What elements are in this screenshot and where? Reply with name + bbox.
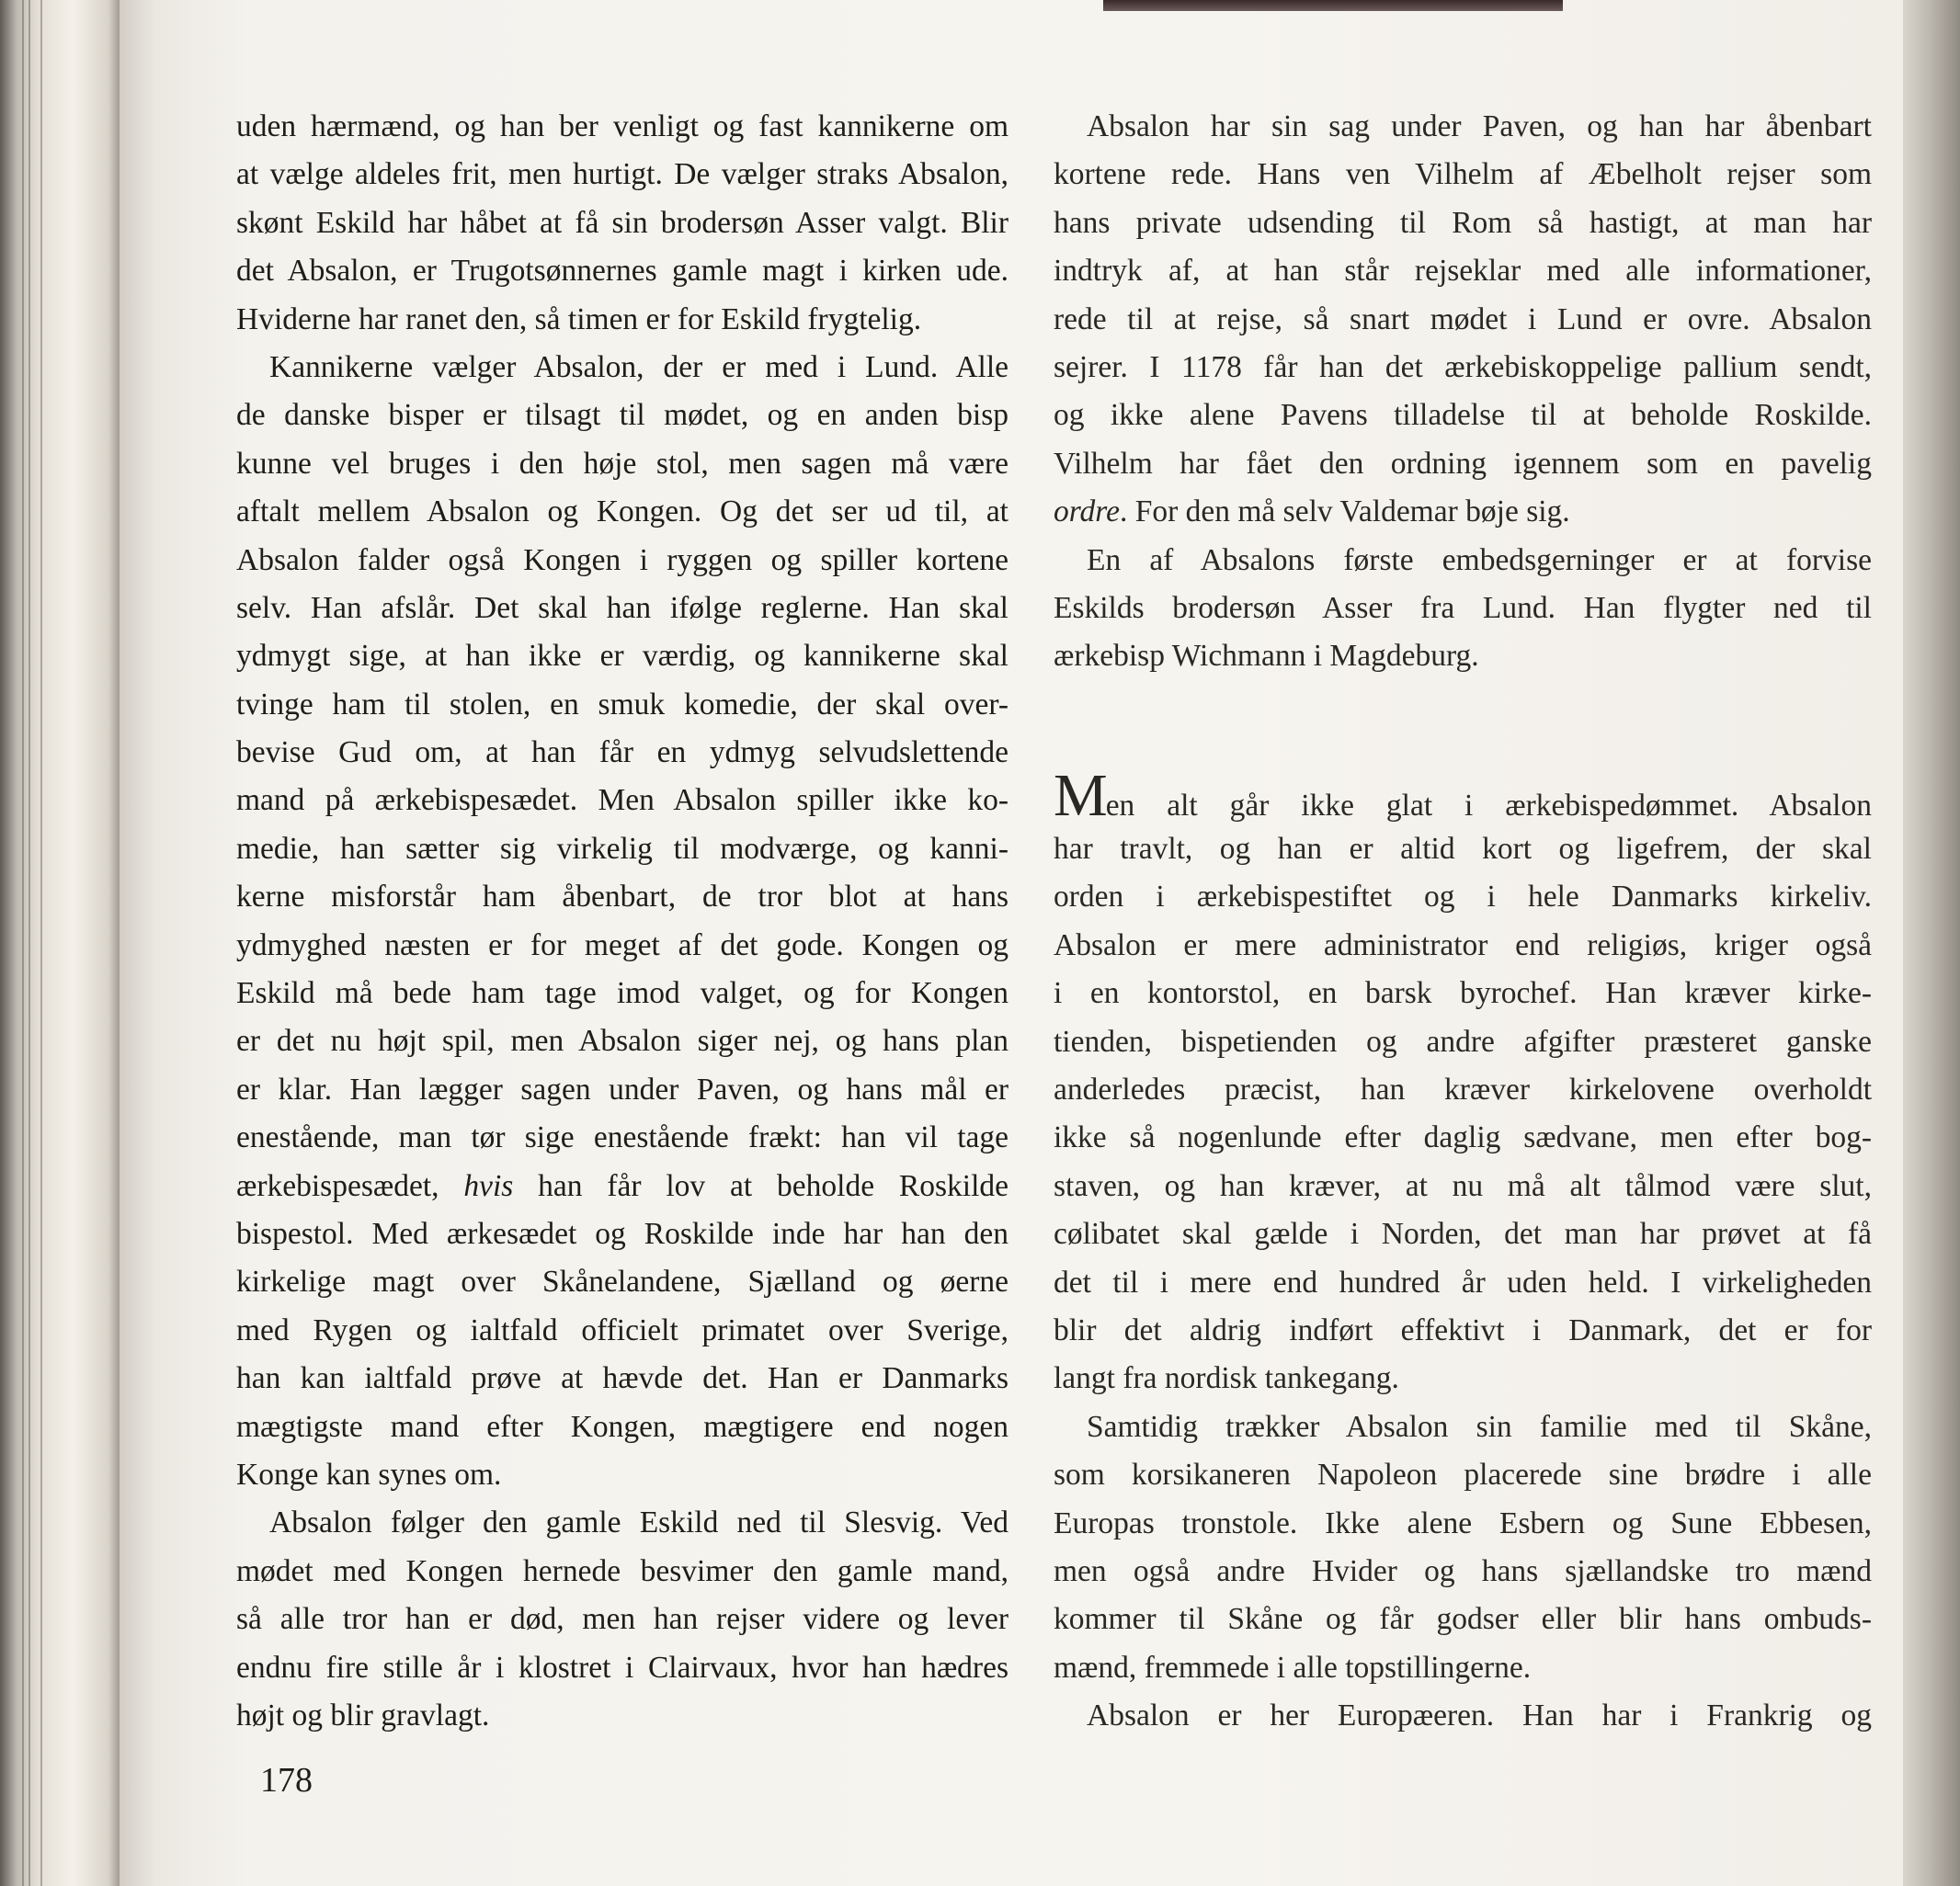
text-segment: bevise Gud om, at han får en ydmyg selvudslettende	[236, 735, 1008, 770]
text-segment: ærkebispesædet,	[236, 1168, 464, 1203]
text-segment: og ikke alene Pavens tilladelse til at beholde Roskilde.	[1054, 398, 1872, 433]
text-line	[1054, 585, 1872, 632]
text-segment: Absalon er mere administrator end religiøs, kriger også	[1054, 927, 1872, 962]
text-line	[236, 537, 1008, 585]
text-line	[236, 392, 1008, 439]
text-segment: en alt går ikke glat i ærkebispedømmet. Absalon	[1105, 788, 1872, 823]
text-segment: det Absalon, er Trugotsønnernes gamle magt i kirken ude.	[236, 254, 1008, 289]
text-line	[236, 970, 1008, 1017]
text-line	[236, 1644, 1008, 1692]
section-break	[1054, 681, 1872, 778]
text-segment: Samtidig trækker Absalon sin familie med til Skåne,	[1087, 1409, 1872, 1444]
text-line	[236, 1258, 1008, 1306]
text-line	[1054, 1403, 1872, 1451]
text-segment: anderledes præcist, han kræver kirkelovene overholdt	[1054, 1073, 1872, 1108]
text-segment: Europas tronstole. Ikke alene Esbern og Sune Ebbesen,	[1054, 1505, 1872, 1540]
text-segment: så alle tror han er død, men han rejser videre og lever	[236, 1602, 1008, 1637]
text-line	[236, 1355, 1008, 1403]
text-segment: kortene rede. Hans ven Vilhelm af Æbelholt rejser som	[1054, 157, 1872, 192]
text-segment: men også andre Hvider og hans sjællandske tro mænd	[1054, 1553, 1872, 1588]
text-segment: det til i mere end hundred år uden held. I virkeligheden	[1054, 1265, 1872, 1300]
text-line	[1054, 1355, 1872, 1403]
text-line	[1054, 1114, 1872, 1162]
text-segment: mødet med Kongen hernede besvimer den gamle mand,	[236, 1553, 1008, 1588]
text-line	[1054, 296, 1872, 344]
italic-word: hvis	[463, 1168, 514, 1203]
text-segment: Kannikerne vælger Absalon, der er med i Lund. Alle	[269, 349, 1008, 384]
page-number: 178	[260, 1761, 313, 1800]
text-line	[1054, 761, 1872, 829]
text-line	[236, 825, 1008, 873]
text-line	[1054, 632, 1872, 680]
text-line	[1054, 392, 1872, 439]
text-segment: Absalon er her Europæeren. Han har i Frankrig og	[1087, 1699, 1872, 1733]
text-line	[236, 1066, 1008, 1114]
text-segment: er klar. Han lægger sagen under Paven, og hans mål er	[236, 1072, 1008, 1107]
text-segment: Eskild må bede ham tage imod valget, og for Kongen	[236, 976, 1008, 1011]
text-segment: indtryk af, at han står rejseklar med alle informationer,	[1054, 254, 1872, 289]
text-segment: blir det aldrig indført effektivt i Danmark, det er for	[1054, 1312, 1872, 1347]
text-segment: at vælge aldeles frit, men hurtigt. De vælger straks Absalon,	[236, 157, 1008, 192]
text-line	[236, 199, 1008, 247]
text-segment: mægtigste mand efter Kongen, mægtigere end nogen	[236, 1409, 1008, 1444]
text-line	[1054, 199, 1872, 247]
text-segment: ikke så nogenlunde efter daglig sædvane, men efter bog-	[1054, 1120, 1872, 1155]
text-segment: kirkelige magt over Skånelandene, Sjælland og øerne	[236, 1265, 1008, 1300]
text-segment: skønt Eskild har håbet at få sin brodersøn Asser valgt. Blir	[236, 205, 1008, 240]
text-line	[236, 296, 1008, 344]
text-segment: aftalt mellem Absalon og Kongen. Og det ser ud til, at	[236, 494, 1008, 529]
text-segment: medie, han sætter sig virkelig til modværge, og kanni-	[236, 831, 1008, 866]
text-segment: bispestol. Med ærkesædet og Roskilde inde har han den	[236, 1216, 1008, 1251]
text-segment: enestående, man tør sige enestående frækt: han vil tage	[236, 1120, 1008, 1155]
drop-cap: M	[1054, 761, 1106, 829]
text-line	[1054, 1692, 1872, 1740]
text-line	[1054, 1163, 1872, 1210]
text-line	[236, 1114, 1008, 1162]
text-segment: hans private udsending til Rom så hastigt, at man har	[1054, 205, 1872, 240]
text-line	[236, 344, 1008, 392]
text-line	[1054, 970, 1872, 1017]
text-segment: langt fra nordisk tankegang.	[1054, 1361, 1399, 1396]
text-line	[236, 1596, 1008, 1643]
text-segment: rede til at rejse, så snart mødet i Lund er ovre. Absalon	[1054, 301, 1872, 336]
text-line	[1054, 1307, 1872, 1355]
text-line	[236, 873, 1008, 921]
text-segment: cølibatet skal gælde i Norden, det man har prøvet at få	[1054, 1217, 1872, 1252]
text-line	[236, 1403, 1008, 1451]
text-line	[236, 1017, 1008, 1065]
text-line	[236, 440, 1008, 488]
text-line	[236, 247, 1008, 295]
text-line	[236, 103, 1008, 151]
text-column-right	[1054, 103, 1872, 1741]
text-line	[1054, 440, 1872, 488]
text-segment: . For den må selv Valdemar bøje sig.	[1119, 494, 1570, 529]
text-segment: selv. Han afslår. Det skal han ifølge reglerne. Han skal	[236, 590, 1008, 625]
text-line	[1054, 1066, 1872, 1114]
text-line	[1054, 873, 1872, 921]
text-segment: ydmyghed næsten er for meget af det gode. Kongen og	[236, 927, 1008, 962]
text-line	[1054, 488, 1872, 536]
text-segment: i en kontorstol, en barsk byrochef. Han kræver kirke-	[1054, 976, 1872, 1011]
text-line	[1054, 344, 1872, 392]
text-line	[1054, 1548, 1872, 1596]
text-column-left	[236, 103, 1008, 1740]
text-segment: uden hærmænd, og han ber venligt og fast kannikerne om	[236, 109, 1008, 143]
text-line	[236, 1499, 1008, 1547]
book-gutter-left	[0, 0, 120, 1886]
text-segment: ærkebisp Wichmann i Magdeburg.	[1054, 639, 1479, 674]
text-segment: de danske bisper er tilsagt til mødet, og en anden bisp	[236, 398, 1008, 433]
text-line	[1054, 922, 1872, 970]
text-segment: kunne vel bruges i den høje stol, men sagen må være	[236, 446, 1008, 481]
text-segment: Hviderne har ranet den, så timen er for Eskild frygtelig.	[236, 301, 922, 336]
text-segment: med Rygen og ialtfald officielt primatet over Sverige,	[236, 1312, 1008, 1347]
text-line	[236, 585, 1008, 632]
text-segment: En af Absalons første embedsgerninger er at forvise	[1087, 542, 1872, 577]
text-line	[1054, 151, 1872, 199]
text-line	[1054, 537, 1872, 585]
text-line	[236, 488, 1008, 536]
text-segment: sejrer. I 1178 får han det ærkebiskoppelige pallium sendt,	[1054, 349, 1872, 384]
text-segment: er det nu højt spil, men Absalon siger nej, og hans plan	[236, 1024, 1008, 1059]
text-line	[1054, 1596, 1872, 1643]
text-segment: staven, og han kræver, at nu må alt tålmod være slut,	[1054, 1168, 1872, 1203]
text-line	[236, 632, 1008, 680]
text-line	[236, 681, 1008, 729]
text-line	[236, 1210, 1008, 1258]
text-segment: kerne misforstår ham åbenbart, de tror blot at hans	[236, 880, 1008, 915]
text-segment: Eskilds brodersøn Asser fra Lund. Han flygter ned til	[1054, 590, 1872, 625]
text-segment: som korsikaneren Napoleon placerede sine brødre i alle	[1054, 1458, 1872, 1493]
text-segment: han kan ialtfald prøve at hævde det. Han er Danmarks	[236, 1361, 1008, 1396]
text-segment: ydmygt sige, at han ikke er værdig, og kannikerne skal	[236, 639, 1008, 674]
text-line	[236, 729, 1008, 777]
text-segment: Vilhelm har fået den ordning igennem som en pavelig	[1054, 446, 1872, 481]
book-edge-right	[1903, 0, 1960, 1886]
text-line	[236, 1548, 1008, 1596]
text-line	[236, 151, 1008, 199]
text-line	[1054, 1210, 1872, 1258]
text-line	[1054, 247, 1872, 295]
text-segment: han får lov at beholde Roskilde	[513, 1168, 1009, 1203]
text-segment: mænd, fremmede i alle topstillingerne.	[1054, 1650, 1532, 1685]
text-line	[1054, 825, 1872, 873]
text-line	[1054, 103, 1872, 151]
text-line	[1054, 1451, 1872, 1499]
text-line	[236, 922, 1008, 970]
text-line	[236, 777, 1008, 824]
text-segment: kommer til Skåne og får godser eller blir hans ombuds-	[1054, 1602, 1872, 1637]
text-line	[236, 1163, 1008, 1210]
text-segment: højt og blir gravlagt.	[236, 1698, 490, 1733]
text-line	[1054, 1644, 1872, 1692]
text-segment: Konge kan synes om.	[236, 1457, 502, 1492]
top-edge-band	[1103, 0, 1563, 11]
text-line	[1054, 1259, 1872, 1307]
text-segment: Absalon har sin sag under Paven, og han har åbenbart	[1087, 109, 1872, 143]
text-segment: har travlt, og han er altid kort og ligefrem, der skal	[1054, 832, 1872, 867]
text-line	[236, 1451, 1008, 1499]
text-segment: mand på ærkebispesædet. Men Absalon spiller ikke ko-	[236, 783, 1008, 818]
text-line	[1054, 1500, 1872, 1548]
text-line	[236, 1307, 1008, 1355]
text-segment: Absalon falder også Kongen i ryggen og spiller kortene	[236, 542, 1008, 577]
text-line	[1054, 1018, 1872, 1066]
italic-word: ordre	[1054, 494, 1120, 529]
text-segment: tvinge ham til stolen, en smuk komedie, der skal over-	[236, 687, 1008, 721]
text-segment: tienden, bispetienden og andre afgifter præsteret ganske	[1054, 1024, 1872, 1059]
text-line	[236, 1692, 1008, 1740]
text-segment: Absalon følger den gamle Eskild ned til Slesvig. Ved	[269, 1505, 1008, 1540]
text-segment: endnu fire stille år i klostret i Clairvaux, hvor han hædres	[236, 1650, 1008, 1685]
text-segment: orden i ærkebispestiftet og i hele Danmarks kirkeliv.	[1054, 880, 1872, 915]
